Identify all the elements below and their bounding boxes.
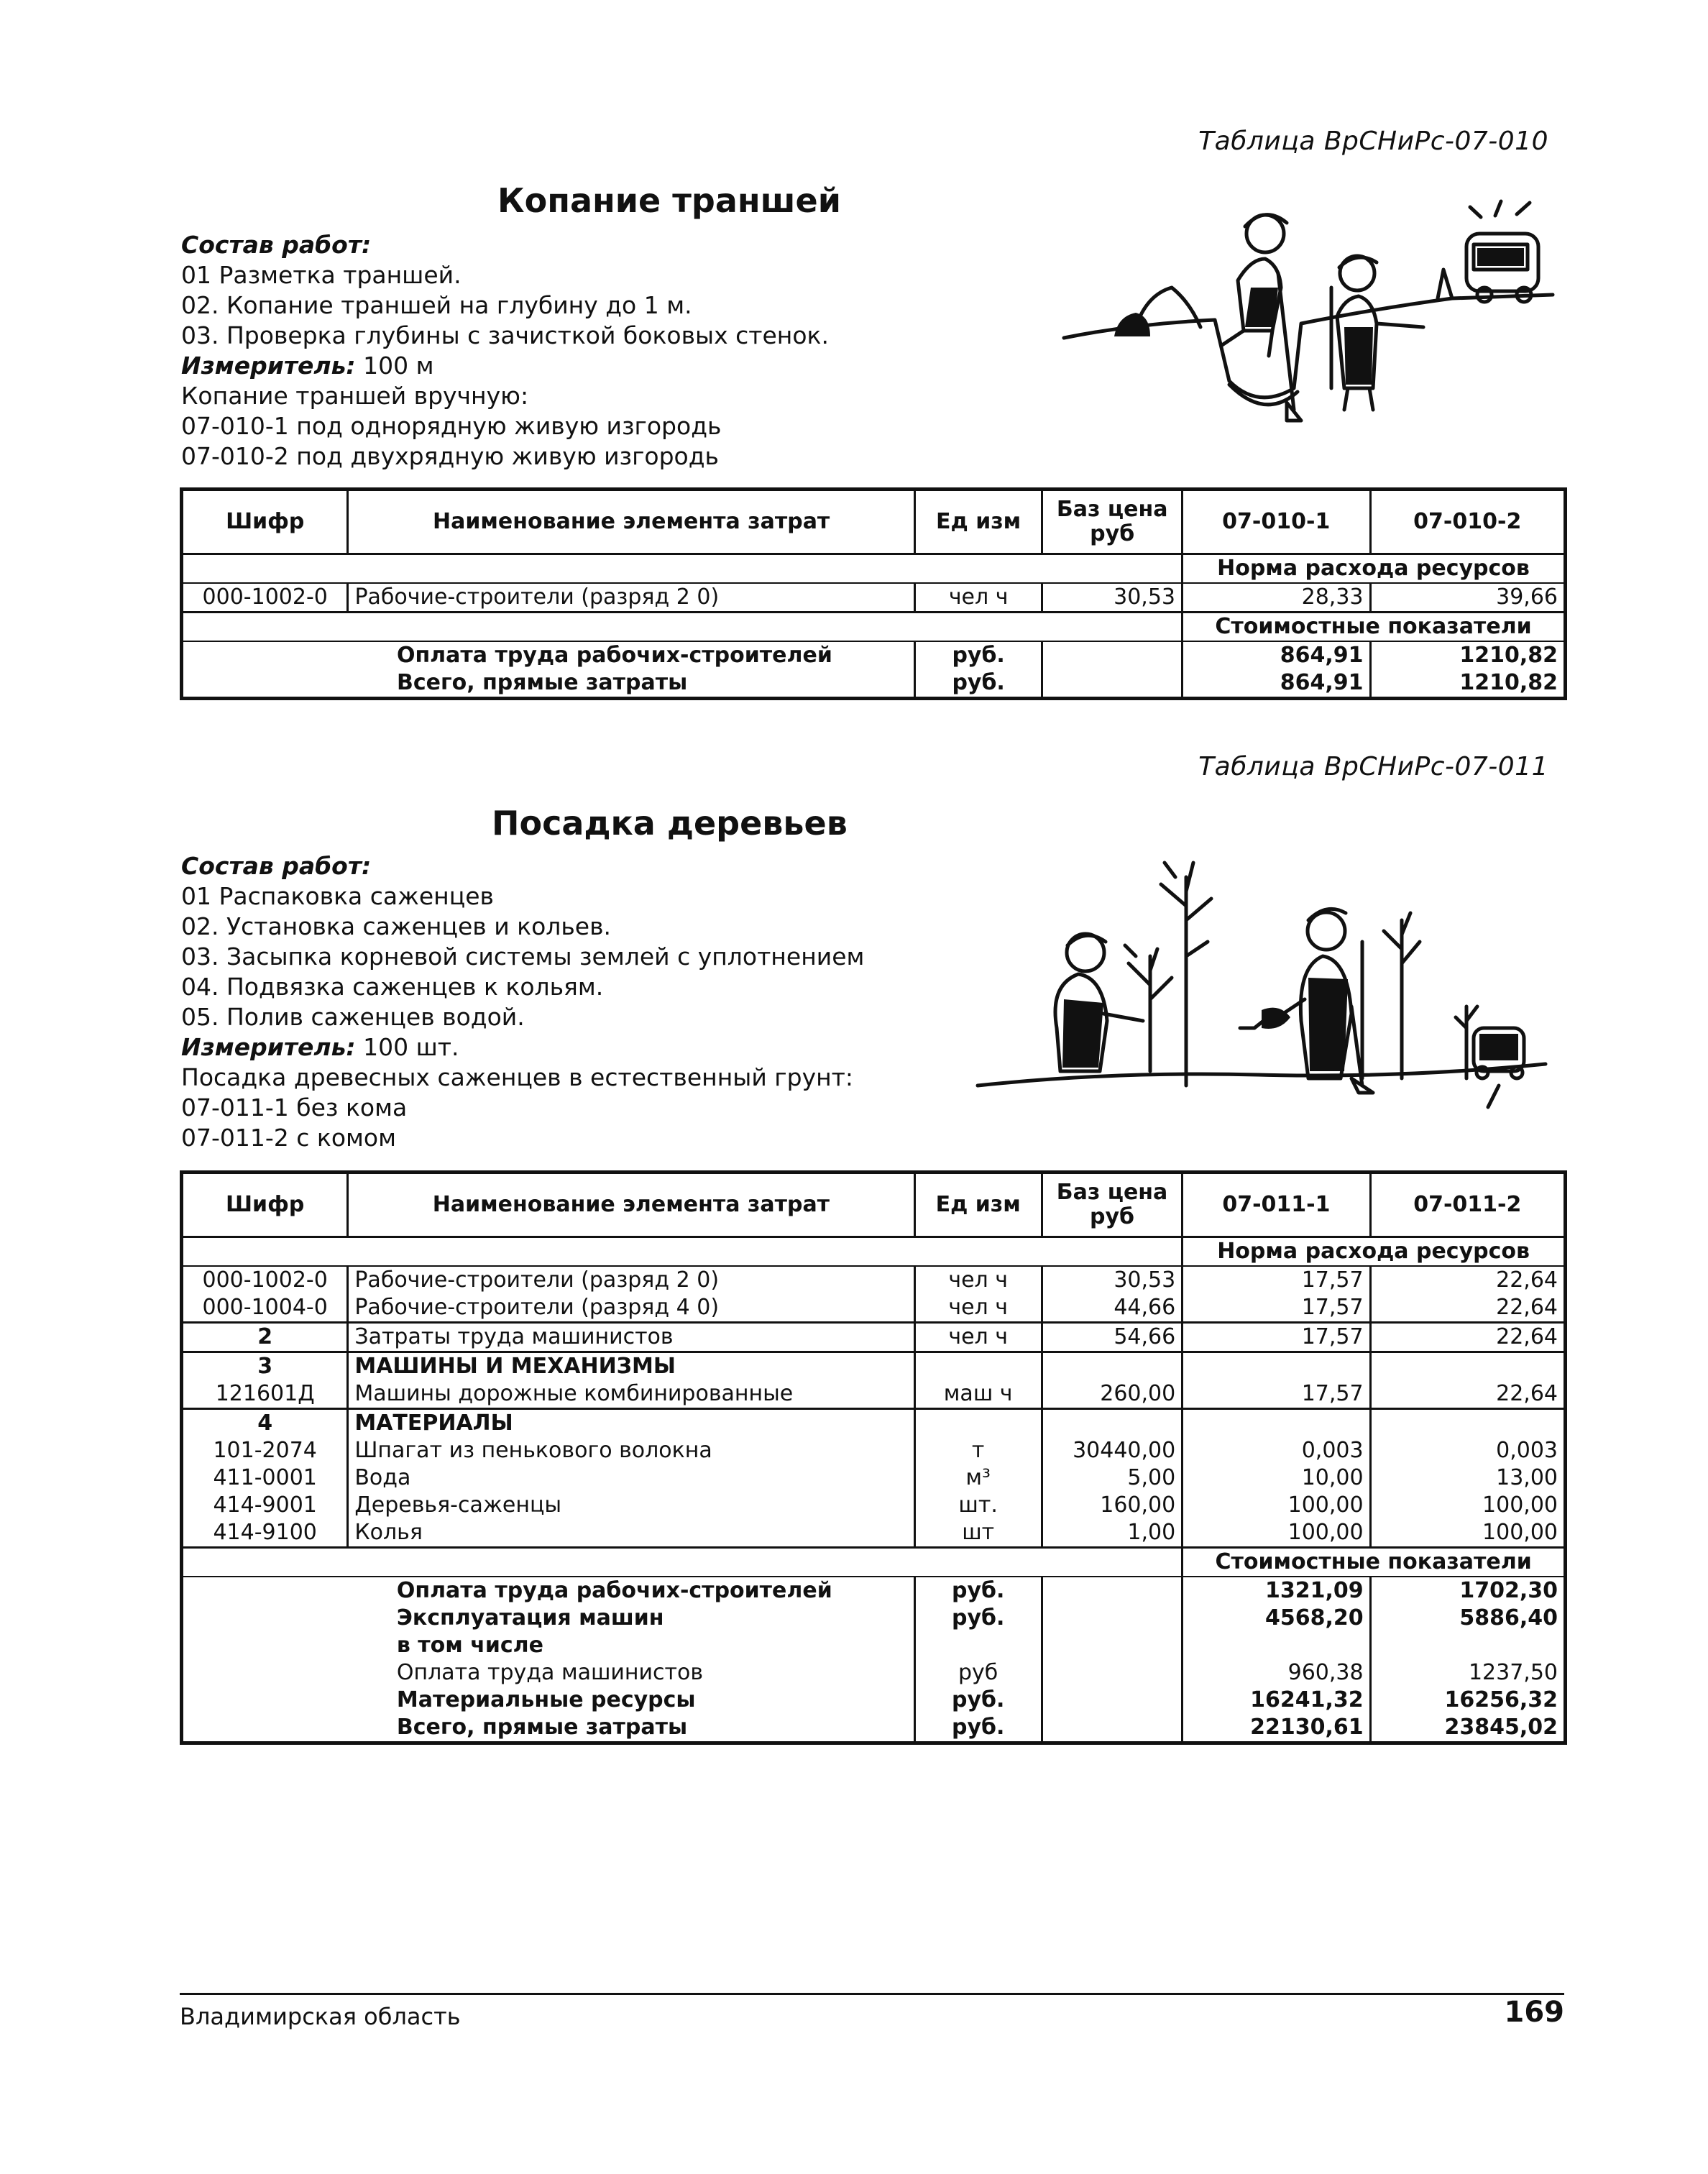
row-price: 54,66 [1042,1323,1182,1352]
table-row [182,583,1566,613]
row-code: 4 [182,1409,348,1438]
row-unit: шт. [914,1492,1042,1519]
summary-row [182,1577,1566,1605]
row-value-1: 17,57 [1183,1266,1370,1294]
composition-label: Состав работ: [181,231,372,259]
row-code: 000-1004-0 [182,1294,348,1323]
group-header-row [182,1409,1566,1438]
row-code: 000-1002-0 [182,1266,348,1294]
summary-value-2: 1702,30 [1459,1578,1558,1603]
norm-band-label: Норма расхода ресурсов [1183,1237,1566,1267]
summary-name: Оплата труда рабочих-строителей [348,641,914,669]
summary-value-2: 5886,40 [1459,1605,1558,1630]
row-price: 44,66 [1042,1294,1182,1323]
header-code: Шифр [182,490,348,554]
row-code: 411-0001 [182,1464,348,1492]
meter-label: Измеритель: [181,1033,356,1061]
row-name: Рабочие-строители (разряд 2 0) [348,1266,914,1294]
header-name: Наименование элемента затрат [348,1173,914,1237]
table-row [182,1519,1566,1548]
section-title-1: Копание траншей [497,181,841,220]
header-code: Шифр [182,1173,348,1237]
row-code: 3 [182,1352,348,1381]
summary-value-1: 4568,20 [1183,1605,1370,1632]
group-header-row [182,1352,1566,1381]
row-name: Шпагат из пенькового волокна [348,1437,914,1464]
row-unit: т [914,1437,1042,1464]
summary-value-2: 1210,82 [1459,670,1558,695]
row-unit: шт [914,1519,1042,1548]
row-value-1: 17,57 [1183,1294,1370,1323]
row-unit: чел ч [914,583,1042,613]
summary-value-1: 864,91 [1183,641,1370,669]
tree-planting-illustration [970,812,1553,1114]
header-variant-2: 07-011-2 [1370,1173,1565,1237]
row-unit: м³ [914,1464,1042,1492]
row-name: Рабочие-строители (разряд 4 0) [348,1294,914,1323]
header-name: Наименование элемента затрат [348,490,914,554]
summary-value-1: 960,38 [1183,1659,1370,1687]
work-step: 01 Разметка траншей. [181,261,462,289]
row-value-2: 39,66 [1496,584,1558,610]
meter-line [181,351,829,381]
row-code: 414-9100 [182,1519,348,1548]
work-step: 04. Подвязка саженцев к кольям. [181,973,604,1001]
summary-row [182,1687,1566,1714]
summary-unit: руб. [914,641,1042,669]
resource-table-07-011 [180,1170,1567,1745]
summary-row [182,641,1566,669]
summary-value-1: 22130,61 [1183,1714,1370,1743]
row-name: Колья [348,1519,914,1548]
row-price: 160,00 [1042,1492,1182,1519]
summary-unit: руб. [914,1605,1042,1632]
work-step: 05. Полив саженцев водой. [181,1003,525,1031]
row-name: Машины дорожные комбинированные [348,1380,914,1409]
table-row [182,1492,1566,1519]
summary-unit: руб [914,1659,1042,1687]
header-unit: Ед изм [914,490,1042,554]
summary-name: Оплата труда машинистов [348,1659,914,1687]
page-number: 169 [1504,1996,1564,2029]
variant-item: 07-011-2 с комом [181,1124,397,1152]
table-row [182,1266,1566,1294]
meter-value: 100 шт. [355,1033,459,1061]
method-subtitle: Посадка древесных саженцев в естественный грунт: [181,1063,854,1091]
trench-digging-illustration [1050,173,1567,431]
row-value-2: 100,00 [1482,1492,1558,1518]
row-value-1: 28,33 [1183,583,1370,613]
summary-name: в том числе [348,1632,914,1659]
work-step: 02. Установка саженцев и кольев. [181,912,612,940]
row-unit: чел ч [914,1294,1042,1323]
row-unit: чел ч [914,1266,1042,1294]
summary-row [182,1659,1566,1687]
summary-name: Материальные ресурсы [348,1687,914,1714]
row-name: Рабочие-строители (разряд 2 0) [348,583,914,613]
summary-unit: руб. [914,1714,1042,1743]
summary-unit: руб. [914,1687,1042,1714]
row-price: 5,00 [1042,1464,1182,1492]
summary-name: Всего, прямые затраты [348,669,914,699]
row-value-1: 17,57 [1183,1323,1370,1352]
row-name: МАШИНЫ И МЕХАНИЗМЫ [348,1352,914,1381]
summary-value-2: 23845,02 [1444,1715,1558,1740]
row-unit: маш ч [914,1380,1042,1409]
header-price: Баз цена руб [1042,1173,1182,1237]
row-price: 30,53 [1042,1266,1182,1294]
summary-value-1: 16241,32 [1183,1687,1370,1714]
row-value-2: 0,003 [1496,1438,1558,1463]
variant-item: 07-010-2 под двухрядную живую изгородь [181,442,720,470]
row-value-1: 17,57 [1183,1380,1370,1409]
row-name: Деревья-саженцы [348,1492,914,1519]
row-unit: чел ч [914,1323,1042,1352]
resource-table-07-010 [180,487,1567,700]
summary-value-2: 1237,50 [1468,1660,1558,1685]
row-code: 414-9001 [182,1492,348,1519]
table-reference-1: Таблица ВрСНиРс-07-010 [1198,127,1548,156]
row-code: 101-2074 [182,1437,348,1464]
row-value-2: 13,00 [1496,1465,1558,1490]
work-step: 02. Копание траншей на глубину до 1 м. [181,291,692,319]
summary-value-2: 16256,32 [1444,1687,1558,1712]
row-code: 000-1002-0 [182,583,348,613]
summary-value-1: 864,91 [1183,669,1370,699]
work-description-2 [181,851,864,1153]
summary-value-2: 1210,82 [1459,643,1558,668]
row-value-1: 100,00 [1183,1492,1370,1519]
footer-region: Владимирская область [180,2003,461,2030]
header-unit: Ед изм [914,1173,1042,1237]
work-step: 01 Распаковка саженцев [181,882,494,910]
row-value-2: 100,00 [1482,1520,1558,1545]
summary-name: Всего, прямые затраты [348,1714,914,1743]
row-value-1: 10,00 [1183,1464,1370,1492]
row-name: МАТЕРИАЛЫ [348,1409,914,1438]
meter-value: 100 м [355,352,434,380]
row-code: 2 [182,1323,348,1352]
row-value-2: 22,64 [1496,1295,1558,1320]
summary-row [182,669,1566,699]
norm-band-label: Норма расхода ресурсов [1183,554,1566,584]
work-description-1 [181,230,829,472]
row-price: 30440,00 [1042,1437,1182,1464]
header-variant-1: 07-011-1 [1183,1173,1370,1237]
table-row [182,1380,1566,1409]
row-value-1: 100,00 [1183,1519,1370,1548]
summary-unit: руб. [914,669,1042,699]
row-value-2: 22,64 [1496,1381,1558,1406]
row-name: Затраты труда машинистов [348,1323,914,1352]
summary-name: Оплата труда рабочих-строителей [348,1577,914,1605]
summary-name: Эксплуатация машин [348,1605,914,1632]
cost-band-label: Стоимостные показатели [1183,1548,1566,1577]
header-price: Баз цена руб [1042,490,1183,554]
table-reference-2: Таблица ВрСНиРс-07-011 [1198,752,1548,781]
table-row [182,1464,1566,1492]
row-value-2: 22,64 [1496,1267,1558,1293]
header-variant-1: 07-010-1 [1183,490,1370,554]
row-price: 1,00 [1042,1519,1182,1548]
table-row [182,1294,1566,1323]
summary-value-1: 1321,09 [1183,1577,1370,1605]
work-step: 03. Засыпка корневой системы землей с уплотнением [181,942,865,971]
work-step: 03. Проверка глубины с зачисткой боковых стенок. [181,321,829,349]
method-subtitle: Копание траншей вручную: [181,382,529,410]
table-row [182,1323,1566,1352]
section-title-2: Посадка деревьев [492,804,848,843]
summary-row [182,1714,1566,1743]
row-code: 121601Д [182,1380,348,1409]
header-variant-2: 07-010-2 [1370,490,1566,554]
cost-band-label: Стоимостные показатели [1183,613,1566,642]
variant-item: 07-011-1 без кома [181,1093,408,1122]
summary-row [182,1632,1566,1659]
summary-row [182,1605,1566,1632]
row-value-2: 22,64 [1370,1323,1565,1352]
meter-label: Измеритель: [181,352,356,380]
table-row [182,1437,1566,1464]
footer-divider [180,1993,1564,1995]
meter-line [181,1032,864,1063]
row-price: 260,00 [1042,1380,1182,1409]
row-price: 30,53 [1042,583,1183,613]
variant-item: 07-010-1 под одноpядную живую изгородь [181,412,722,440]
row-value-1: 0,003 [1183,1437,1370,1464]
row-name: Вода [348,1464,914,1492]
composition-label: Состав работ: [181,852,372,880]
summary-unit: руб. [914,1577,1042,1605]
